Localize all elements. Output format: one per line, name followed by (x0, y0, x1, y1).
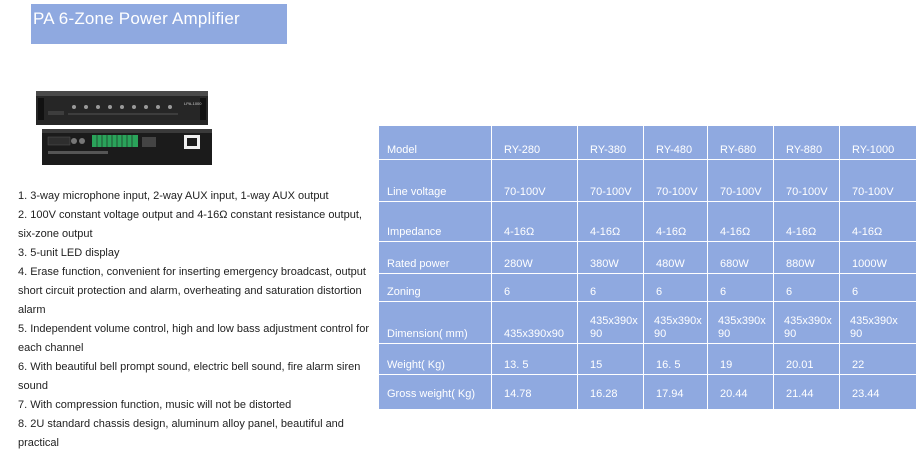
table-cell: 16.28 (578, 375, 644, 410)
table-cell: 680W (708, 242, 774, 274)
feature-list (18, 187, 376, 453)
table-cell: RY-1000 (840, 126, 916, 160)
feature-item: 7. With compression function, music will not be distorted (18, 396, 376, 415)
table-cell: 280W (492, 242, 578, 274)
table-cell: 880W (774, 242, 840, 274)
table-cell: 4-16Ω (644, 202, 708, 242)
table-cell: 70-100V (644, 160, 708, 202)
table-row (379, 302, 916, 344)
amplifier-product-image (34, 85, 216, 167)
table-cell: 23.44 (840, 375, 916, 410)
table-row (379, 242, 916, 274)
table-cell: 15 (578, 344, 644, 375)
table-cell: 14.78 (492, 375, 578, 410)
feature-item: 6. With beautiful bell prompt sound, electric bell sound, fire alarm siren sound (18, 358, 376, 396)
table-cell: 435x390x 90 (708, 302, 774, 344)
row-label: Impedance (379, 202, 492, 242)
table-cell: 20.44 (708, 375, 774, 410)
table-cell: 435x390x 90 (644, 302, 708, 344)
table-cell: 480W (644, 242, 708, 274)
table-cell: 435x390x 90 (578, 302, 644, 344)
table-cell: 1000W (840, 242, 916, 274)
table-cell: 17.94 (644, 375, 708, 410)
table-row (379, 126, 916, 160)
table-cell: 435x390x 90 (840, 302, 916, 344)
table-row (379, 202, 916, 242)
table-row (379, 344, 916, 375)
feature-item: 2. 100V constant voltage output and 4-16Ω constant resistance output, six-zone output (18, 206, 376, 244)
svg-text:LPA-1000: LPA-1000 (184, 101, 202, 106)
table-cell: 4-16Ω (774, 202, 840, 242)
table-row (379, 160, 916, 202)
table-cell: 6 (708, 274, 774, 302)
row-label: Line voltage (379, 160, 492, 202)
feature-item: 4. Erase function, convenient for inserting emergency broadcast, output short circuit protection and alarm, overheating and saturation distortion alarm (18, 263, 376, 320)
table-cell: 70-100V (840, 160, 916, 202)
table-cell: 13. 5 (492, 344, 578, 375)
table-cell: RY-680 (708, 126, 774, 160)
table-cell: 70-100V (578, 160, 644, 202)
table-cell: 4-16Ω (708, 202, 774, 242)
table-cell: RY-280 (492, 126, 578, 160)
row-label: Gross weight( Kg) (379, 375, 492, 410)
table-cell: RY-480 (644, 126, 708, 160)
table-cell: 70-100V (492, 160, 578, 202)
feature-item: 1. 3-way microphone input, 2-way AUX input, 1-way AUX output (18, 187, 376, 206)
table-row (379, 375, 916, 410)
table-cell: 70-100V (708, 160, 774, 202)
table-cell: 6 (774, 274, 840, 302)
row-label: Model (379, 126, 492, 160)
table-cell: 16. 5 (644, 344, 708, 375)
row-label: Dimension( mm) (379, 302, 492, 344)
table-cell: RY-380 (578, 126, 644, 160)
row-label: Zoning (379, 274, 492, 302)
table-cell: 380W (578, 242, 644, 274)
table-cell: 6 (492, 274, 578, 302)
table-cell: 21.44 (774, 375, 840, 410)
table-cell: 4-16Ω (840, 202, 916, 242)
feature-item: 5. Independent volume control, high and low bass adjustment control for each channel (18, 320, 376, 358)
table-cell: 435x390x 90 (774, 302, 840, 344)
feature-item: 3. 5-unit LED display (18, 244, 376, 263)
table-cell: 6 (578, 274, 644, 302)
table-cell: 6 (644, 274, 708, 302)
row-label: Rated power (379, 242, 492, 274)
feature-item: 8. 2U standard chassis design, aluminum alloy panel, beautiful and practical (18, 415, 376, 453)
table-cell: 6 (840, 274, 916, 302)
table-cell: 20.01 (774, 344, 840, 375)
table-cell: RY-880 (774, 126, 840, 160)
page-title: PA 6-Zone Power Amplifier (31, 4, 287, 44)
table-cell: 70-100V (774, 160, 840, 202)
row-label: Weight( Kg) (379, 344, 492, 375)
table-cell: 19 (708, 344, 774, 375)
table-cell: 4-16Ω (578, 202, 644, 242)
spec-table (378, 125, 916, 410)
table-row (379, 274, 916, 302)
table-cell: 4-16Ω (492, 202, 578, 242)
table-cell: 435x390x90 (492, 302, 578, 344)
table-cell: 22 (840, 344, 916, 375)
